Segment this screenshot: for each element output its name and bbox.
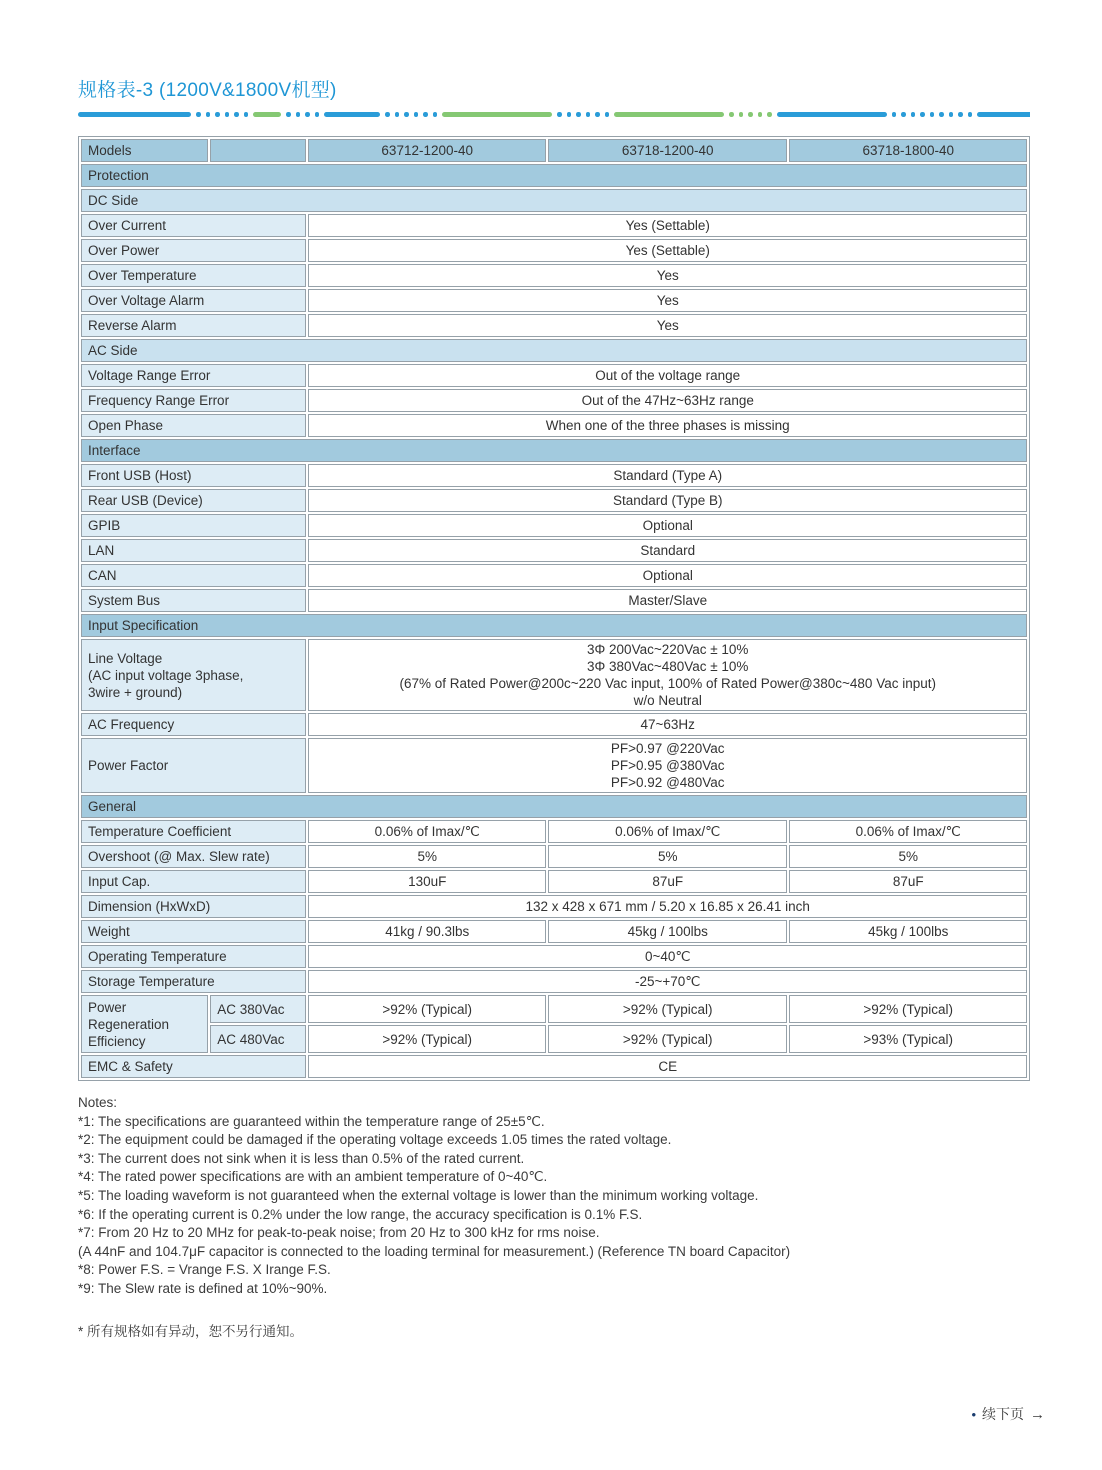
row-value: PF>0.97 @220Vac PF>0.95 @380Vac PF>0.92 @480Vac xyxy=(308,738,1027,793)
row-value: Master/Slave xyxy=(308,589,1027,612)
section-title: Interface xyxy=(81,439,1027,462)
divider-dash xyxy=(777,112,887,117)
spec-row xyxy=(81,489,1027,512)
row-label: Power Regeneration Efficiency xyxy=(81,995,208,1053)
row-label: Over Power xyxy=(81,239,306,262)
row-value: Standard xyxy=(308,539,1027,562)
row-value: 5% xyxy=(789,845,1027,868)
row-value: Yes xyxy=(308,289,1027,312)
section-title: Input Specification xyxy=(81,614,1027,637)
row-label: Line Voltage (AC input voltage 3phase, 3wire + ground) xyxy=(81,639,306,711)
row-value: 5% xyxy=(548,845,788,868)
row-label: CAN xyxy=(81,564,306,587)
row-label: Rear USB (Device) xyxy=(81,489,306,512)
spec-row xyxy=(81,414,1027,437)
bullet-icon: • xyxy=(971,1406,976,1422)
row-label: Temperature Coefficient xyxy=(81,820,306,843)
notes-section xyxy=(78,1094,1030,1341)
row-label: EMC & Safety xyxy=(81,1055,306,1078)
divider-dash xyxy=(78,112,191,117)
row-value: Yes (Settable) xyxy=(308,239,1027,262)
note-line: *9: The Slew rate is defined at 10%~90%. xyxy=(78,1280,328,1296)
row-label: Dimension (HxWxD) xyxy=(81,895,306,918)
row-label: Reverse Alarm xyxy=(81,314,306,337)
section-row xyxy=(81,164,1027,187)
spec-row xyxy=(81,239,1027,262)
model-number: 63712-1200-40 xyxy=(308,139,546,162)
section-title: General xyxy=(81,795,1027,818)
note-line: *7: From 20 Hz to 20 MHz for peak-to-peak noise; from 20 Hz to 300 kHz for rms noise. xyxy=(78,1225,600,1241)
spec-table xyxy=(78,136,1030,1081)
spec-row xyxy=(81,845,1027,868)
section-row xyxy=(81,614,1027,637)
row-value: Optional xyxy=(308,564,1027,587)
row-label: Operating Temperature xyxy=(81,945,306,968)
subsection-title: AC Side xyxy=(81,339,1027,362)
spec-row xyxy=(81,738,1027,793)
disclaimer-note: * 所有规格如有异动，恕不另行通知。 xyxy=(78,1323,304,1339)
section-row xyxy=(81,439,1027,462)
divider-dots xyxy=(557,112,609,117)
row-value: Standard (Type A) xyxy=(308,464,1027,487)
spec-row xyxy=(81,639,1027,711)
decorative-divider xyxy=(78,111,1030,118)
row-value: 130uF xyxy=(308,870,546,893)
row-value: Yes xyxy=(308,264,1027,287)
note-line: *2: The equipment could be damaged if the operating voltage exceeds 1.05 times the rated voltage. xyxy=(78,1132,672,1148)
row-value: >92% (Typical) xyxy=(308,1025,546,1053)
spec-row xyxy=(81,995,1027,1023)
model-number: 63718-1200-40 xyxy=(548,139,788,162)
row-value: >92% (Typical) xyxy=(308,995,546,1023)
section-title: Protection xyxy=(81,164,1027,187)
spec-row xyxy=(81,514,1027,537)
row-value: 87uF xyxy=(548,870,788,893)
row-label: Voltage Range Error xyxy=(81,364,306,387)
row-value: 0.06% of Imax/℃ xyxy=(548,820,788,843)
row-value: 87uF xyxy=(789,870,1027,893)
row-value: CE xyxy=(308,1055,1027,1078)
spec-row xyxy=(81,364,1027,387)
note-line: *3: The current does not sink when it is less than 0.5% of the rated current. xyxy=(78,1150,525,1166)
footer-next-page xyxy=(971,1404,1045,1424)
row-value: 3Φ 200Vac~220Vac ± 10% 3Φ 380Vac~480Vac ± 10% (67% of Rated Power@200c~220 Vac input, 100% of Rated Power@380c~480 Vac input) w/o Neutral xyxy=(308,639,1027,711)
row-value: 0~40℃ xyxy=(308,945,1027,968)
spec-row xyxy=(81,589,1027,612)
row-label: Front USB (Host) xyxy=(81,464,306,487)
row-label: Power Factor xyxy=(81,738,306,793)
spec-row xyxy=(81,539,1027,562)
spec-row xyxy=(81,895,1027,918)
row-label: GPIB xyxy=(81,514,306,537)
models-header-row xyxy=(81,139,1027,162)
spec-row xyxy=(81,389,1027,412)
note-line: *4: The rated power specifications are with an ambient temperature of 0~40℃. xyxy=(78,1169,548,1185)
row-value: >93% (Typical) xyxy=(789,1025,1027,1053)
section-row xyxy=(81,795,1027,818)
row-value: >92% (Typical) xyxy=(789,995,1027,1023)
row-value: Yes (Settable) xyxy=(308,214,1027,237)
spec-row xyxy=(81,970,1027,993)
arrow-right-icon: → xyxy=(1030,1405,1045,1423)
subsection-title: DC Side xyxy=(81,189,1027,212)
divider-dots xyxy=(196,112,248,117)
row-value: >92% (Typical) xyxy=(548,1025,788,1053)
page-content xyxy=(78,80,1030,1341)
note-line: *1: The specifications are guaranteed within the temperature range of 25±5℃. xyxy=(78,1113,545,1129)
row-label: Storage Temperature xyxy=(81,970,306,993)
row-value: Out of the voltage range xyxy=(308,364,1027,387)
divider-dash xyxy=(442,112,552,117)
row-value: 45kg / 100lbs xyxy=(789,920,1027,943)
row-value: Optional xyxy=(308,514,1027,537)
spec-row xyxy=(81,713,1027,736)
models-label: Models xyxy=(81,139,208,162)
spec-row xyxy=(81,870,1027,893)
row-value: When one of the three phases is missing xyxy=(308,414,1027,437)
divider-dash xyxy=(324,112,380,117)
row-label: Frequency Range Error xyxy=(81,389,306,412)
spec-row xyxy=(81,464,1027,487)
spec-row xyxy=(81,1025,1027,1053)
subsection-row xyxy=(81,189,1027,212)
row-label: Open Phase xyxy=(81,414,306,437)
row-value: >92% (Typical) xyxy=(548,995,788,1023)
spec-row xyxy=(81,945,1027,968)
row-value: 0.06% of Imax/℃ xyxy=(308,820,546,843)
spec-row xyxy=(81,920,1027,943)
row-label: LAN xyxy=(81,539,306,562)
row-label: Over Current xyxy=(81,214,306,237)
row-value: Yes xyxy=(308,314,1027,337)
row-value: 5% xyxy=(308,845,546,868)
row-value: 132 x 428 x 671 mm / 5.20 x 16.85 x 26.41 inch xyxy=(308,895,1027,918)
spec-row xyxy=(81,820,1027,843)
row-label: Over Temperature xyxy=(81,264,306,287)
row-value: Standard (Type B) xyxy=(308,489,1027,512)
row-value: Out of the 47Hz~63Hz range xyxy=(308,389,1027,412)
row-label: Over Voltage Alarm xyxy=(81,289,306,312)
row-label: Overshoot (@ Max. Slew rate) xyxy=(81,845,306,868)
notes-heading: Notes: xyxy=(78,1095,118,1110)
note-line: *8: Power F.S. = Vrange F.S. X Irange F.S. xyxy=(78,1262,331,1278)
row-label: Weight xyxy=(81,920,306,943)
divider-dash xyxy=(253,112,281,117)
spec-row xyxy=(81,564,1027,587)
row-value: 0.06% of Imax/℃ xyxy=(789,820,1027,843)
row-value: 45kg / 100lbs xyxy=(548,920,788,943)
row-value: 47~63Hz xyxy=(308,713,1027,736)
row-label: AC Frequency xyxy=(81,713,306,736)
footer-next-page-label: 续下页 xyxy=(982,1406,1024,1422)
spec-row xyxy=(81,214,1027,237)
note-line: (A 44nF and 104.7μF capacitor is connected to the loading terminal for measurement.) (Reference TN board Capacitor) xyxy=(78,1243,791,1259)
model-number: 63718-1800-40 xyxy=(789,139,1027,162)
note-line: *6: If the operating current is 0.2% under the low range, the accuracy specification is 0.1% F.S. xyxy=(78,1206,643,1222)
row-sublabel: AC 480Vac xyxy=(210,1025,306,1053)
spec-row xyxy=(81,264,1027,287)
models-label-spacer xyxy=(210,139,306,162)
row-sublabel: AC 380Vac xyxy=(210,995,306,1023)
divider-dash xyxy=(614,112,724,117)
spec-row xyxy=(81,314,1027,337)
divider-dots xyxy=(892,112,973,117)
spec-row xyxy=(81,1055,1027,1078)
page-title: 规格表-3 (1200V&1800V机型) xyxy=(78,80,337,101)
row-label: Input Cap. xyxy=(81,870,306,893)
divider-dash xyxy=(977,112,1030,117)
subsection-row xyxy=(81,339,1027,362)
note-line: *5: The loading waveform is not guaranteed when the external voltage is lower than the minimum working voltage. xyxy=(78,1187,759,1203)
spec-row xyxy=(81,289,1027,312)
divider-dots xyxy=(385,112,437,117)
row-value: 41kg / 90.3lbs xyxy=(308,920,546,943)
row-value: -25~+70℃ xyxy=(308,970,1027,993)
divider-dots xyxy=(286,112,319,117)
notes-list xyxy=(78,1113,1030,1299)
row-label: System Bus xyxy=(81,589,306,612)
divider-dots xyxy=(729,112,772,117)
